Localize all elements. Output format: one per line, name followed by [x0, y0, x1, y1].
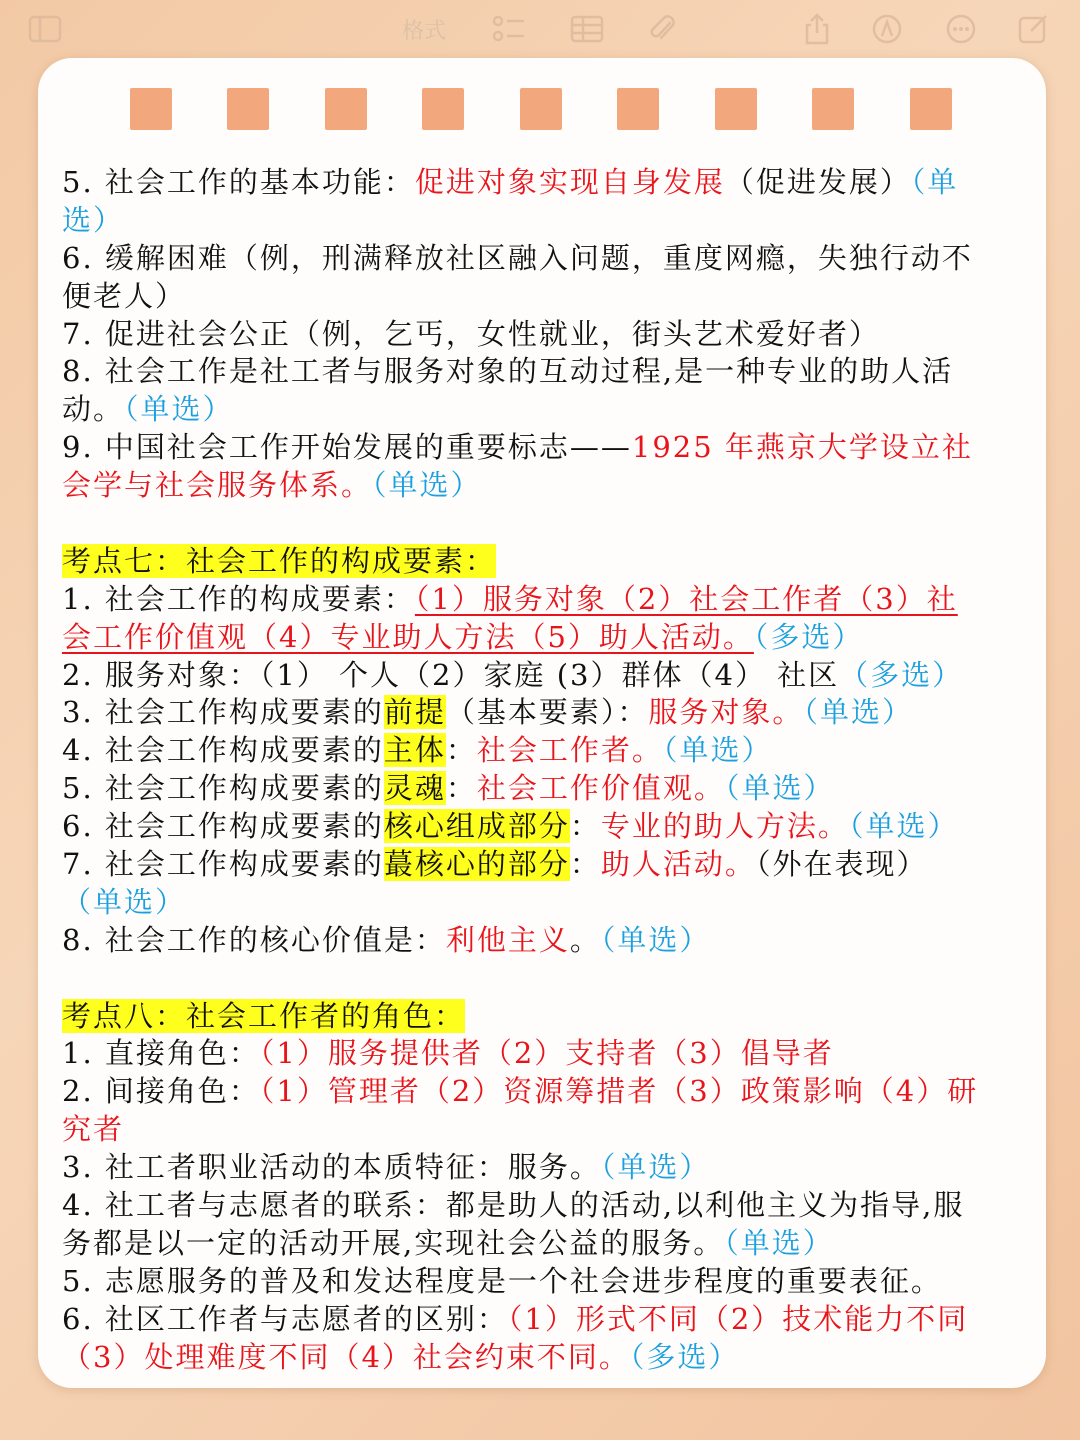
- text-segment: 6. 社区工作者与志愿者的区别：: [62, 1301, 508, 1336]
- text-segment: 9. 中国社会工作开始发展的重要标志——: [62, 430, 632, 465]
- text-line: [62, 619, 1022, 657]
- text-segment: （单选）: [124, 392, 234, 427]
- toolbar: [0, 0, 1080, 58]
- binder-hole: [812, 88, 854, 130]
- sidebar-toggle-icon[interactable]: [28, 12, 62, 46]
- text-segment: 4. 社工者与志愿者的联系：都是助人的活动,以利他主义为指导,服: [62, 1188, 965, 1223]
- text-segment: （外在表现）: [755, 847, 928, 882]
- text-segment: 6. 缓解困难（例，刑满释放社区融入问题，重度网瘾，失独行动不: [62, 240, 973, 275]
- text-line: [62, 353, 1022, 391]
- text-line: [62, 1149, 1022, 1187]
- binder-hole: [227, 88, 269, 130]
- text-segment: 会学与社会服务体系。: [62, 468, 373, 503]
- text-segment: （单选）: [62, 884, 187, 919]
- text-line: [62, 732, 1022, 770]
- checklist-icon[interactable]: [492, 12, 526, 46]
- text-line: [62, 657, 1022, 695]
- text-segment: （单选）: [372, 468, 482, 503]
- text-line: [62, 884, 1022, 922]
- text-line: [62, 391, 1022, 429]
- blank-line: [62, 960, 1022, 998]
- text-segment: （单选）: [803, 695, 913, 730]
- text-segment: 利他主义: [445, 922, 570, 957]
- markup-icon[interactable]: [870, 12, 904, 46]
- more-icon[interactable]: [944, 12, 978, 46]
- text-segment: 主体: [383, 733, 446, 768]
- compose-icon[interactable]: [1016, 12, 1050, 46]
- text-segment: 5. 社会工作构成要素的: [62, 771, 384, 806]
- text-segment: ：: [445, 771, 477, 806]
- attachment-icon[interactable]: [646, 12, 680, 46]
- text-segment: （单: [910, 165, 959, 199]
- text-segment: 。: [569, 922, 601, 957]
- text-segment: （单选）: [724, 1225, 834, 1260]
- text-segment: 究者: [62, 1112, 125, 1147]
- blank-line: [62, 505, 1022, 543]
- text-segment: 7. 社会工作构成要素的: [62, 847, 384, 882]
- text-segment: 蕞核心的部分: [383, 847, 570, 882]
- text-segment: 3. 社工者职业活动的本质特征：服务。: [62, 1150, 601, 1185]
- text-segment: 核心组成部分: [383, 809, 570, 844]
- binder-hole: [130, 88, 172, 130]
- text-segment: （1）形式不同（2）技术能力不同: [507, 1301, 969, 1336]
- binder-hole: [325, 88, 367, 130]
- text-segment: 4. 社会工作构成要素的: [62, 733, 384, 768]
- text-segment: 1. 社会工作的构成要素：: [62, 581, 415, 616]
- text-segment: （单选）: [724, 771, 835, 806]
- text-segment: 服务对象。: [648, 695, 804, 730]
- text-segment: （单选）: [600, 1150, 711, 1185]
- text-segment: （多选）: [753, 619, 864, 654]
- binder-hole: [715, 88, 757, 130]
- text-segment: 务都是以一定的活动开展,实现社会公益的服务。: [62, 1225, 725, 1260]
- text-line: [62, 316, 1022, 354]
- text-segment: 考点八：社会工作者的角色：: [62, 998, 466, 1033]
- text-segment: 8. 社会工作的核心价值是：: [62, 922, 446, 957]
- text-segment: （3）处理难度不同（4）社会约束不同。: [62, 1339, 630, 1374]
- text-line: [62, 694, 1022, 732]
- text-line: [62, 1301, 1022, 1339]
- text-line: [62, 1187, 1022, 1225]
- text-segment: 会工作价值观（4）专业助人方法（5）助人活动。: [62, 619, 754, 654]
- text-line: [62, 467, 1022, 505]
- text-segment: （1）服务对象（2）社会工作者（3）社: [414, 581, 958, 616]
- text-segment: 选）: [62, 202, 125, 237]
- binder-hole: [617, 88, 659, 130]
- text-segment: 5. 社会工作的基本功能：: [62, 165, 415, 199]
- binder-hole: [422, 88, 464, 130]
- text-line: [62, 846, 1022, 884]
- text-segment: 社会工作者。: [476, 733, 663, 768]
- text-line: [62, 1073, 1022, 1111]
- text-segment: 8. 社会工作是社工者与服务对象的互动过程,是一种专业的助人活: [62, 354, 954, 389]
- text-segment: ：: [569, 809, 601, 844]
- text-line: [62, 998, 1022, 1036]
- text-line: [62, 429, 1022, 467]
- text-segment: 1. 直接角色：: [62, 1036, 260, 1071]
- text-segment: （单选）: [662, 733, 773, 768]
- text-line: [62, 1111, 1022, 1149]
- text-line: [62, 202, 1022, 240]
- binder-hole: [910, 88, 952, 130]
- text-segment: （促进发展）: [724, 165, 911, 199]
- text-line: [62, 922, 1022, 960]
- text-segment: （多选）: [629, 1339, 740, 1374]
- text-line: [62, 581, 1022, 619]
- share-icon[interactable]: [800, 12, 834, 46]
- text-line: [62, 770, 1022, 808]
- text-line: [62, 1225, 1022, 1263]
- text-segment: 2. 服务对象：（1） 个人（2）家庭 (3）群体（4） 社区: [62, 657, 840, 692]
- text-line: [62, 543, 1022, 581]
- text-line: [62, 164, 1022, 202]
- table-icon[interactable]: [570, 12, 604, 46]
- text-segment: ：: [569, 847, 601, 882]
- text-segment: （多选）: [839, 657, 964, 692]
- text-segment: 6. 社会工作构成要素的: [62, 809, 384, 844]
- text-segment: 便老人）: [62, 278, 187, 313]
- note-body[interactable]: [62, 164, 1022, 1377]
- text-line: [62, 808, 1022, 846]
- text-line: [62, 278, 1022, 316]
- text-segment: ：: [445, 733, 477, 768]
- text-line: [62, 1035, 1022, 1073]
- text-segment: （1）服务提供者（2）支持者（3）倡导者: [259, 1036, 834, 1071]
- text-segment: 促进对象实现自身发展: [414, 165, 725, 199]
- text-segment: （基本要素）：: [445, 695, 649, 730]
- text-segment: （1）管理者（2）资源筹措者（3）政策影响（4）研: [259, 1074, 979, 1109]
- text-segment: 动。: [62, 392, 125, 427]
- text-segment: 2. 间接角色：: [62, 1074, 260, 1109]
- format-button[interactable]: 格式: [402, 19, 447, 44]
- text-segment: 专业的助人方法。: [600, 809, 849, 844]
- binder-hole: [520, 88, 562, 130]
- text-segment: 5. 志愿服务的普及和发达程度是一个社会进步程度的重要表征。: [62, 1263, 942, 1298]
- text-segment: （单选）: [600, 922, 711, 957]
- text-segment: 3. 社会工作构成要素的: [62, 695, 384, 730]
- text-segment: 灵魂: [383, 771, 446, 806]
- text-segment: 1925 年燕京大学设立社: [631, 430, 973, 465]
- text-segment: 助人活动。: [600, 847, 756, 882]
- text-line: [62, 240, 1022, 278]
- text-line: [62, 1339, 1022, 1377]
- text-segment: 7. 促进社会公正（例，乞丐，女性就业，街头艺术爱好者）: [62, 316, 880, 351]
- text-segment: 考点七：社会工作的构成要素：: [62, 543, 497, 578]
- text-line: [62, 1263, 1022, 1301]
- text-segment: 社会工作价值观。: [476, 771, 725, 806]
- text-segment: 前提: [383, 695, 446, 730]
- text-segment: （单选）: [848, 809, 959, 844]
